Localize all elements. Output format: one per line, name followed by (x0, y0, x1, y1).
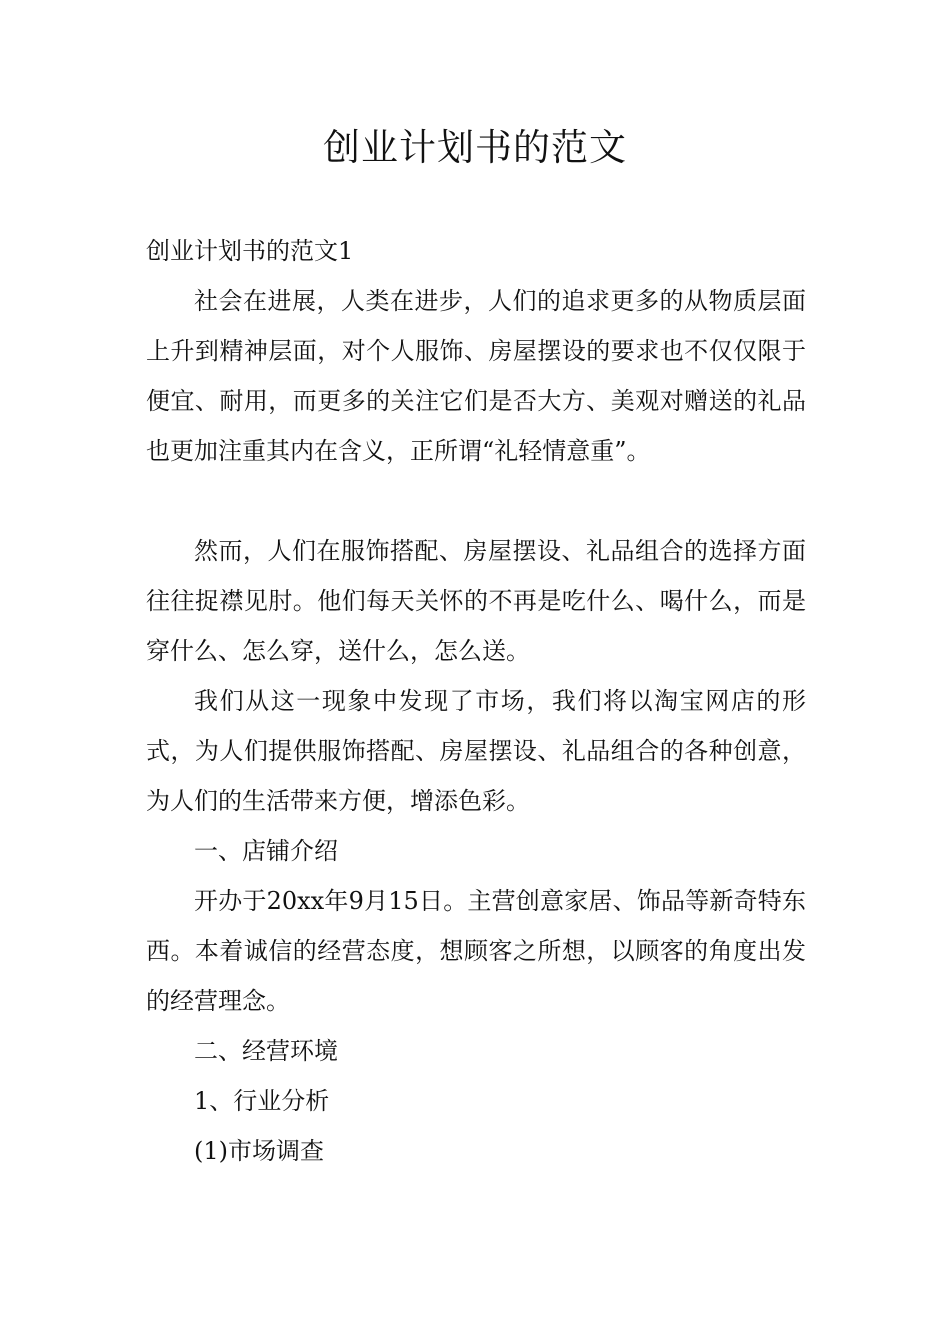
document-subtitle: 创业计划书的范文1 (146, 237, 354, 265)
paragraph-gap (146, 476, 806, 526)
paragraph-store-intro: 开办于20xx年9月15日。主营创意家居、饰品等新奇特东西。本着诚信的经营态度，想顾客之所想，以顾客的角度出发的经营理念。 (146, 887, 806, 1015)
section-heading-environment: 二、经营环境 (194, 1037, 338, 1065)
subsection-heading-industry: 1、行业分析 (194, 1087, 330, 1115)
document-body (146, 226, 806, 1176)
paragraph-opportunity: 我们从这一现象中发现了市场，我们将以淘宝网店的形式，为人们提供服饰搭配、房屋摆设、礼品组合的各种创意，为人们的生活带来方便，增添色彩。 (146, 687, 806, 815)
subsection-heading-market-survey: (1)市场调查 (194, 1137, 324, 1165)
document-title: 创业计划书的范文 (323, 126, 627, 169)
paragraph-intro: 社会在进展，人类在进步，人们的追求更多的从物质层面上升到精神层面，对个人服饰、房屋摆设的要求也不仅仅限于便宜、耐用，而更多的关注它们是否大方、美观对赠送的礼品也更加注重其内在含义，正所谓“礼轻情意重”。 (146, 287, 806, 465)
section-heading-store-intro: 一、店铺介绍 (194, 837, 338, 865)
paragraph-problem: 然而，人们在服饰搭配、房屋摆设、礼品组合的选择方面往往捉襟见肘。他们每天关怀的不再是吃什么、喝什么，而是穿什么、怎么穿，送什么，怎么送。 (146, 537, 806, 665)
